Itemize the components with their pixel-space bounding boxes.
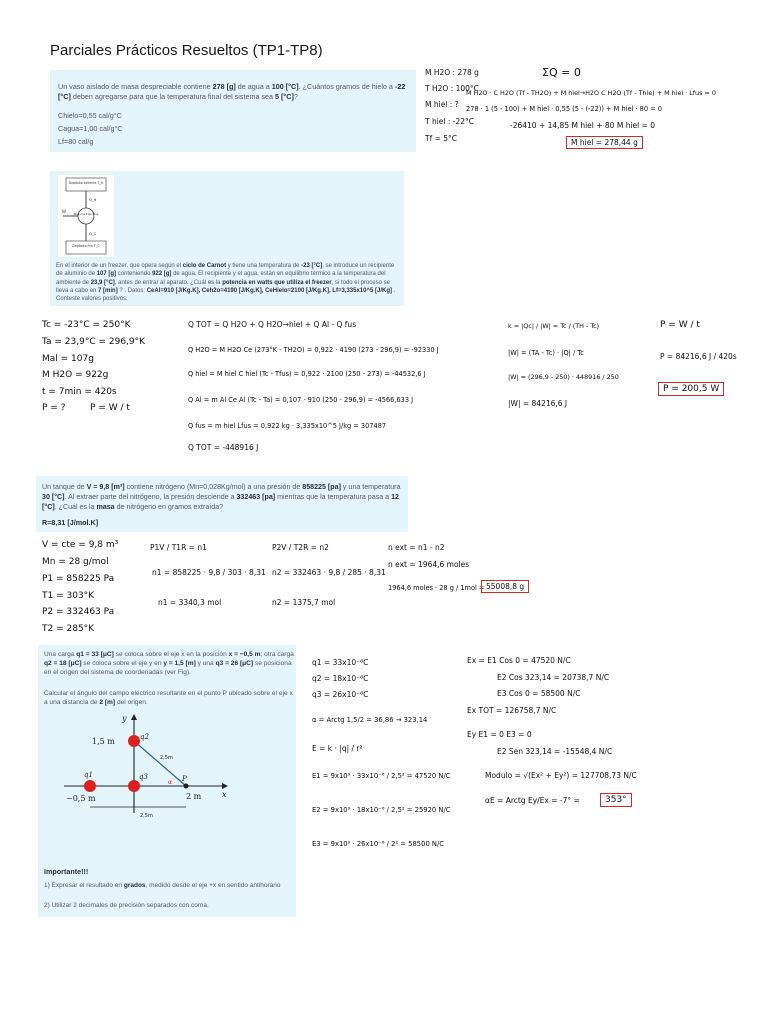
p3-work-line: 1964,6 moles · 28 g / 1mol = xyxy=(388,584,485,592)
carnot-diagram-svg xyxy=(58,175,114,257)
problem4-question xyxy=(44,689,294,707)
p3-given: P1 = 858225 Pa xyxy=(42,574,115,584)
p3-work-line: n ext = n1 - n2 xyxy=(388,543,445,552)
statement-text: de agua. El recipiente y el agua, están en equilibrio térmico a la temperatura del ambiente de xyxy=(56,271,386,286)
important-note: 2) Utilizar 2 decimales de precisión separados con coma. xyxy=(44,902,209,909)
emphasis-text: 278 [g] xyxy=(212,82,236,91)
fridge-machine-circle xyxy=(78,208,94,224)
statement-text: . ¿Cuántos gramos de hielo a xyxy=(298,82,395,91)
x-neg-label: −0,5 m xyxy=(66,794,96,803)
p4-ex-line: Ex = E1 Cos 0 = 47520 N/C xyxy=(467,656,571,665)
carnot-diagram xyxy=(58,175,114,257)
important-note xyxy=(44,881,294,890)
p2-given: Ta = 23,9°C = 296,9°K xyxy=(42,337,146,347)
p4-charge: q3 = 26x10⁻⁶C xyxy=(312,690,369,699)
emphasis-text: y = 1,5 [m] xyxy=(163,660,196,667)
statement-text: . Conteste valores positivos. xyxy=(56,287,396,303)
statement-text: ; otra carga xyxy=(260,651,294,658)
x-pos-label: 2 m xyxy=(186,792,202,801)
p4-field: E3 = 9x10⁹ · 26x10⁻⁶ / 2² = 58500 N/C xyxy=(312,840,445,848)
p2-cop-line: k = |Qc| / |W| = Tc / (TH - Tc) xyxy=(508,322,600,330)
emphasis-text: CeAl=910 [J/Kg.K], Ceh2o=4190 [J/Kg.K], CeHielo=2100 [J/Kg.K], Lf=3,335x10^5 [J/Kg] xyxy=(146,287,392,294)
p4-ex-line: E3 Cos 0 = 58500 N/C xyxy=(497,689,581,698)
p2-cop-line: |W| = 84216,6 J xyxy=(508,399,568,408)
statement-text: de nitrógeno en gramos extraída? xyxy=(114,503,224,511)
p2-work-line: Q Al = m Al Ce Al (Tc - Ta) = 0,107 · 910 (250 - 296,9) = -4566,633 J xyxy=(188,396,414,404)
statement-text: y una temperatura xyxy=(340,483,401,491)
p4-answer: 353° xyxy=(600,793,632,807)
work-label: W xyxy=(62,209,66,214)
emphasis-text: grados xyxy=(123,882,146,889)
p3-answer: 55008,8 g xyxy=(481,580,529,593)
emphasis-text: V = 9,8 [m³] xyxy=(86,483,125,491)
statement-text: ? xyxy=(293,92,298,101)
p3-given: T1 = 303°K xyxy=(42,591,95,601)
emphasis-text: 858225 [pa] xyxy=(302,483,341,491)
p1-sum-equation: ΣQ = 0 xyxy=(542,66,581,79)
emphasis-text: 2 [m] xyxy=(99,699,116,706)
machine-label: Máquina frigorífica xyxy=(73,213,99,216)
p4-ey-line: Ey E1 = 0 E3 = 0 xyxy=(467,730,532,739)
problem3-card xyxy=(36,476,408,532)
statement-text: se coloca sobre el eje x en la posición xyxy=(113,651,229,658)
problem1-constant: Lf=80 cal/g xyxy=(58,137,94,146)
statement-text: deben agregarse para que la temperatura final del sistema sea xyxy=(70,92,276,101)
emphasis-text: masa xyxy=(96,503,115,511)
p2-given: t = 7min = 420s xyxy=(42,387,117,397)
qh-label: Q_H xyxy=(89,198,97,202)
cold-reservoir-label: Depósito frío T_C xyxy=(72,244,100,248)
statement-text: , si todo el proceso se lleva a cabo en xyxy=(56,279,390,294)
p2-work-line: Q hiel = M hiel C hiel (Tc - Tfus) = 0,922 · 2100 (250 - 273) = -44532,6 J xyxy=(188,370,426,378)
p1-given: T H2O : 100°C xyxy=(425,84,479,93)
p2-work-line: Q fus = m hiel Lfus = 0,922 kg · 3,335x10^5 J/kg = 307487 xyxy=(188,422,387,430)
p4-charge: q2 = 18x10⁻⁶C xyxy=(312,674,369,683)
emphasis-text: q2 = 18 [μC] xyxy=(44,660,82,667)
statement-text: Una carga xyxy=(44,651,77,658)
p4-ex-line: E2 Cos 323,14 = 20738,7 N/C xyxy=(497,673,610,682)
statement-text: de agua a xyxy=(235,82,272,91)
p3-given: V = cte = 9,8 m³ xyxy=(42,540,119,550)
emphasis-text: q3 = 26 [μC] xyxy=(215,660,254,667)
emphasis-text: -23 [°C] xyxy=(301,263,323,269)
problem4-card xyxy=(38,645,296,917)
p2-cop-line: |W| = (TA - Tc) · |Q| / Tc xyxy=(508,349,584,357)
statement-text: conteniendo xyxy=(116,271,153,278)
problem3-constant: R=8,31 [J/mol.K] xyxy=(42,518,99,527)
p4-ex-line: Ex TOT = 126758,7 N/C xyxy=(467,706,557,715)
p4-ey-line: E2 Sen 323,14 = -15548,4 N/C xyxy=(497,747,613,756)
statement-text: Calcular el ángulo del campo eléctrico resultante en el punto P ubicado sobre el eje x a una distancia de xyxy=(44,690,293,706)
page-title: Parciales Prácticos Resueltos (TP1-TP8) xyxy=(50,42,323,59)
p2-answer: P = 200,5 W xyxy=(658,382,724,396)
p3-work-line: n2 = 332463 · 9,8 / 285 · 8,31 xyxy=(272,568,386,577)
p-label: P xyxy=(182,775,187,783)
p1-given: Tf = 5°C xyxy=(425,134,458,143)
emphasis-text: -22 [°C] xyxy=(58,82,406,101)
p2-cop-line: |W| = (296,9 - 250) · 448916 / 250 xyxy=(508,373,619,381)
emphasis-text: ciclo de Carnot xyxy=(182,263,227,269)
emphasis-text: 922 [g] xyxy=(152,271,172,278)
charge-q1 xyxy=(84,780,96,792)
p3-given: T2 = 285°K xyxy=(42,624,95,634)
p4-modulo: Modulo = √(Ex² + Ey²) = 127708,73 N/C xyxy=(485,771,637,780)
p2-given: M H2O = 922g xyxy=(42,370,109,380)
emphasis-text: 5 [°C] xyxy=(275,92,294,101)
q2-label: q2 xyxy=(140,733,149,741)
p3-work-line: n1 = 3340,3 mol xyxy=(158,598,222,607)
x-axis-label: x xyxy=(222,790,227,799)
q1-label: q1 xyxy=(84,771,93,779)
p3-work-line: n2 = 1375,7 mol xyxy=(272,598,336,607)
p2-given: P = ? xyxy=(42,403,66,413)
statement-text: , antes de entrar al aparato. ¿Cuál es la xyxy=(114,279,223,286)
p3-work-line: P1V / T1R = n1 xyxy=(150,543,207,552)
statement-text: , medido desde el eje +x en sentido antihorario xyxy=(145,882,281,889)
p1-given: T hiel : -22°C xyxy=(425,117,475,126)
emphasis-text: 7 [min] xyxy=(98,287,118,294)
statement-text: . ¿Cuál es la xyxy=(54,503,97,511)
statement-text: . Al extraer parte del nitrógeno, la presión desciende a xyxy=(64,493,237,501)
p3-work-line: n1 = 858225 · 9,8 / 303 · 8,31 xyxy=(152,568,266,577)
problem1-statement xyxy=(58,82,408,102)
p4-formula: E = k · |q| / r² xyxy=(312,744,363,753)
p4-field: E2 = 9x10⁹ · 18x10⁻⁶ / 2,5² = 25920 N/C xyxy=(312,806,451,814)
statement-text: ? . Datos: xyxy=(117,287,147,294)
p1-answer: M hiel = 278,44 g xyxy=(566,136,643,149)
emphasis-text: q1 = 33 [μC] xyxy=(76,651,114,658)
p2-given: Tc = -23°C = 250°K xyxy=(42,320,131,330)
p4-alpha-e: αE = Arctg Ey/Ex = -7° = xyxy=(485,796,580,805)
p2-given: Mal = 107g xyxy=(42,354,94,364)
p4-angle: α = Arctg 1,5/2 = 36,86 → 323,14 xyxy=(312,716,428,724)
p1-given: M H2O : 278 g xyxy=(425,68,479,77)
svg-text:α: α xyxy=(168,779,172,786)
p3-given: Mn = 28 g/mol xyxy=(42,557,109,567)
statement-text: contiene nitrógeno (Mn=0,028Kg/mol) a una presión de xyxy=(124,483,303,491)
problem2-statement xyxy=(56,262,400,303)
charge-q3 xyxy=(128,780,140,792)
charges-figure-svg xyxy=(44,711,234,821)
p2-work-line: Q H2O = M H2O Ce (273°K - TH2O) = 0,922 · 4190 (273 - 296,9) = -92330 J xyxy=(188,346,439,354)
charge-q2 xyxy=(128,735,140,747)
problem3-statement xyxy=(42,482,404,512)
problem1-constant: Cagua=1,00 cal/g°C xyxy=(58,124,123,133)
statement-text: y tiene una temperatura de xyxy=(226,263,302,269)
p2-work-line: Q TOT = Q H2O + Q H2O→hiel + Q Al - Q fus xyxy=(188,320,357,329)
emphasis-text: 30 [°C] xyxy=(42,493,65,501)
emphasis-text: 23,9 [°C] xyxy=(90,279,115,286)
statement-text: , se introduce un recipiente de aluminio de xyxy=(56,263,395,278)
charges-figure xyxy=(44,711,234,821)
statement-text: se posiciona en el origen del sistema de coordenadas (ver Fig). xyxy=(44,660,292,676)
q3-label: q3 xyxy=(139,773,148,781)
p1-given: M hiel : ? xyxy=(425,100,459,109)
p2-given-formula: P = W / t xyxy=(90,403,130,413)
statement-text: Un tanque de xyxy=(42,483,87,491)
hyp-label: 2,5m xyxy=(160,755,173,761)
p2-work-line: Q TOT = -448916 J xyxy=(188,443,259,452)
statement-text: mientras que la temperatura pasa a xyxy=(275,493,392,501)
statement-text: En el interior de un freezer, que opera según el xyxy=(56,263,183,269)
p3-given: P2 = 332463 Pa xyxy=(42,607,115,617)
emphasis-text: 107 [g] xyxy=(96,271,117,278)
emphasis-text: x = −0,5 m xyxy=(228,651,261,658)
y-axis-label: y xyxy=(122,714,127,723)
point-p xyxy=(184,784,189,789)
p3-work-line: n ext = 1964,6 moles xyxy=(388,560,470,569)
emphasis-text: 12 [°C] xyxy=(42,493,399,511)
p1-work-line: 278 · 1 (5 - 100) + M hiel · 0,55 (5 - (-22)) + M hiel · 80 = 0 xyxy=(466,105,662,113)
problem4-statement xyxy=(44,650,294,677)
y-tick-label: 1,5 m xyxy=(92,737,115,746)
statement-text: y una xyxy=(195,660,216,667)
statement-text: 1) Expresar el resultado en xyxy=(44,882,124,889)
emphasis-text: potencia en watts que utiliza el freezer xyxy=(222,279,332,286)
important-title: Importante!!! xyxy=(44,867,89,876)
p2-power-line: P = W / t xyxy=(660,320,700,330)
base-label: 2,5m xyxy=(140,813,153,819)
emphasis-text: 100 [°C] xyxy=(271,82,299,91)
p1-work-line: M H2O · C H2O (Tf - TH2O) + M hiel→H2O C H2O (Tf - Thie) + M hiel · Lfus = 0 xyxy=(466,89,716,97)
p4-field: E1 = 9x10⁹ · 33x10⁻⁶ / 2,5² = 47520 N/C xyxy=(312,772,451,780)
problem1-constant: Chielo=0,55 cal/g°C xyxy=(58,111,122,120)
p1-work-line: -26410 + 14,85 M hiel + 80 M hiel = 0 xyxy=(510,121,656,130)
hot-reservoir-label: Depósito caliente T_H xyxy=(68,181,104,185)
statement-text: del origen. xyxy=(115,699,148,706)
p2-power-line: P = 84216,6 J / 420s xyxy=(660,352,737,361)
p4-charge: q1 = 33x10⁻⁶C xyxy=(312,658,369,667)
problem2-card xyxy=(50,171,404,306)
statement-text: se coloca sobre el eje y en xyxy=(81,660,164,667)
qc-label: Q_C xyxy=(89,232,97,236)
emphasis-text: 332463 [pa] xyxy=(236,493,276,501)
p3-work-line: P2V / T2R = n2 xyxy=(272,543,329,552)
problem1-card xyxy=(50,70,416,152)
statement-text: Un vaso aislado de masa despreciable contiene xyxy=(58,82,213,91)
